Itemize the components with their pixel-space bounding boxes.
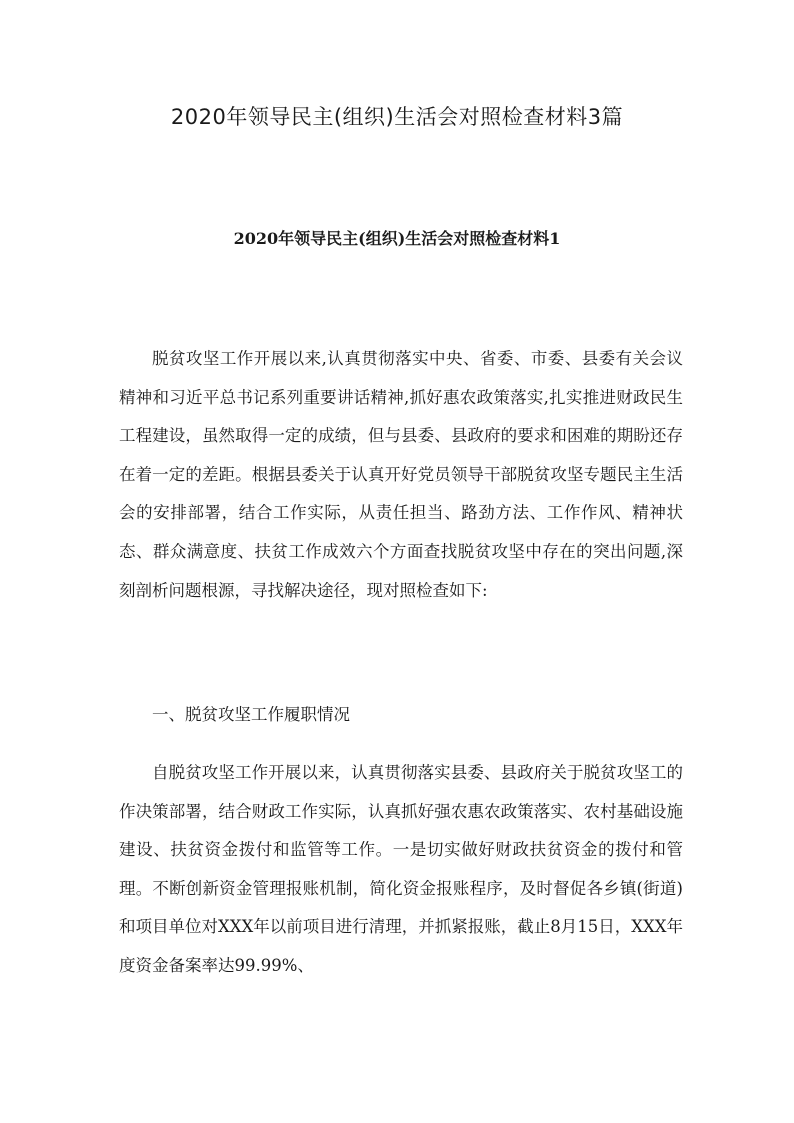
document-title: 2020年领导民主(组织)生活会对照检查材料3篇 (170, 105, 624, 129)
section-heading: 一、脱贫攻坚工作履职情况 (152, 705, 350, 724)
intro-paragraph: 脱贫攻坚工作开展以来,认真贯彻落实中央、省委、市委、县委有关会议精神和习近平总书记系列重要讲话精神,抓好惠农政策落实,扎实推进财政民生工程建设，虽然取得一定的成绩，但与县委、县政府的要求和困难的期盼还存在着一定的差距。根据县委关于认真开好党员领导干部脱贫攻坚专题民主生活会的安排部署，结合工作实际，从责任担当、路劲方法、工作作风、精神状态、群众满意度、扶贫工作成效六个方面查找脱贫攻坚中存在的突出问题,深刻剖析问题根源，寻找解决途径，现对照检查如下: (119, 349, 683, 600)
document-subtitle: 2020年领导民主(组织)生活会对照检查材料1 (233, 229, 561, 248)
section-paragraph: 自脱贫攻坚工作开展以来，认真贯彻落实县委、县政府关于脱贫攻坚工的作决策部署，结合财政工作实际，认真抓好强农惠农政策落实、农村基础设施建设、扶贫资金拨付和监管等工作。一是切实做好财政扶贫资金的拨付和管理。不断创新资金管理报账机制，简化资金报账程序，及时督促各乡镇(街道)和项目单位对XXX年以前项目进行清理，并抓紧报账，截止8月15日，XXX年度资金备案率达99.99%、 (119, 763, 683, 975)
